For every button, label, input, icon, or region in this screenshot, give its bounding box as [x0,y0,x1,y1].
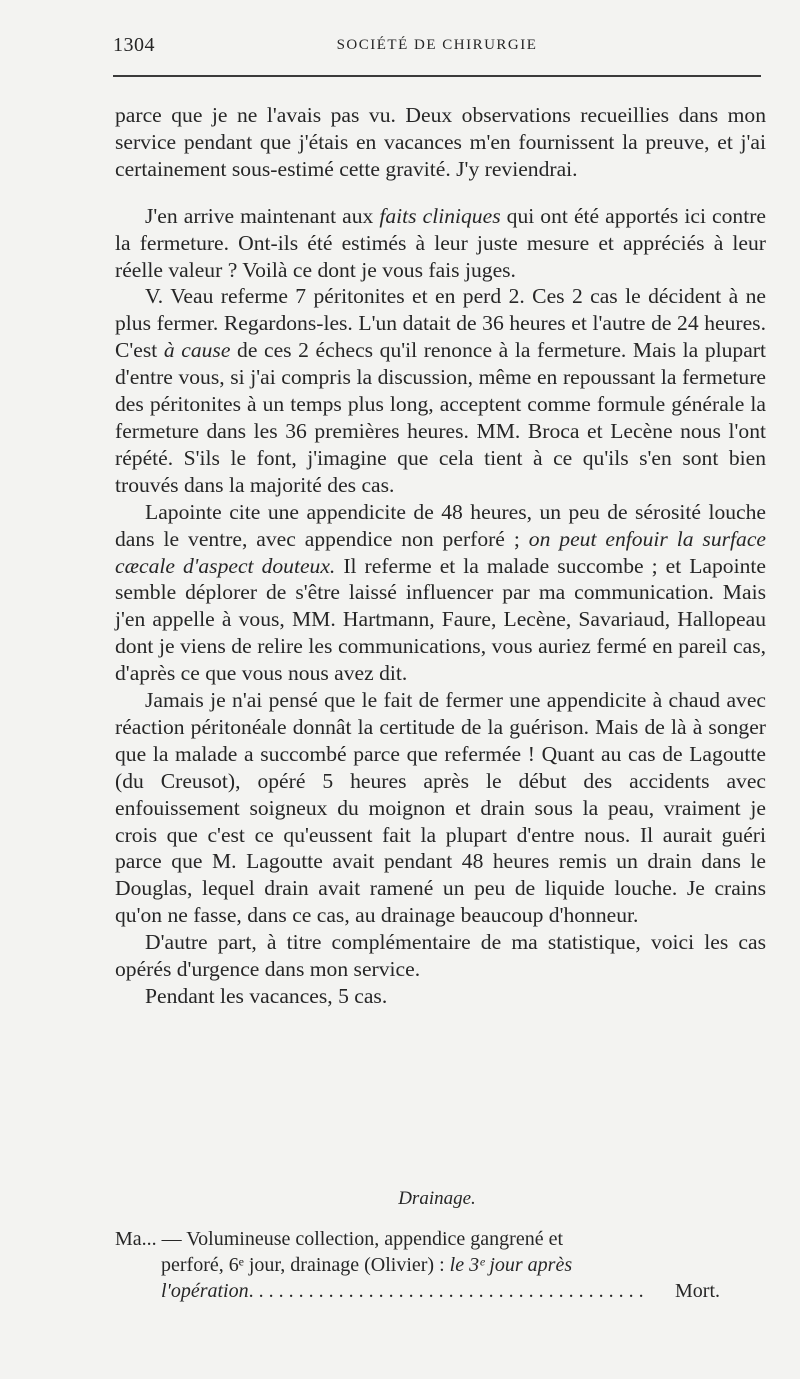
running-head: SOCIÉTÉ DE CHIRURGIE [336,37,538,53]
emphasis-text: l'opération [161,1280,249,1302]
case-line-3 [115,1278,720,1304]
paragraph-7: Pendant les vacances, 5 cas. [145,984,388,1008]
paragraph-4: Lapointe cite une appendicite de 48 heures, un peu de sérosité louche dans le ventre, avec appendice non perforé ; on peut enfouir la surface cæcale d'aspect douteux. Il referme et la malade succombe ; et Lapointe semble déplorer de s'être laissé influencer par ma communication. Mais j'en appelle à vous, MM. Hartmann, Faure, Lecène, Savariaud, Hallopeau dont je viens de relire les communications, vous auriez fermé en pareil cas, d'après ce que vous nous avez dit. [115,499,766,686]
body-text [115,102,766,1010]
dot-leaders [249,1278,669,1304]
emphasis-text: à cause [163,338,231,363]
case-entry [115,1226,720,1304]
case-line-2: perforé, 6ᵉ jour, drainage (Olivier) : le 3ᵉ jour après [161,1254,573,1276]
case-line-1: Ma... — Volumineuse collection, appendice gangrené et [115,1228,564,1250]
emphasis-text: on peut enfouir la surface cæcale d'aspect douteux. [115,526,766,578]
emphasis-text: le 3ᵉ jour après [449,1254,573,1276]
paragraph-3: V. Veau referme 7 péritonites et en perd 2. Ces 2 cas le décident à ne plus fermer. Regardons-les. L'un datait de 36 heures et l'autre de 24 heures. C'est à cause de ces 2 échecs qu'il renonce à la fermeture. Mais la plupart d'entre vous, si j'ai compris la discussion, même en repoussant la fermeture des péritonites à un temps plus long, acceptent comme formule générale la fermeture dans les 36 premières heures. MM. Broca et Lecène nous l'ont répété. S'ils le font, j'imagine que cela tient à ce qu'ils s'en sont bien trouvés dans la majorité des cas. [115,284,766,497]
header-rule [113,75,761,77]
emphasis-text: faits cliniques [379,203,501,228]
paragraph-6: D'autre part, à titre complémentaire de ma statistique, voici les cas opérés d'urgence dans mon service. [115,930,766,982]
page-header [113,34,761,64]
page-number: 1304 [113,34,155,56]
section-heading: Drainage. [398,1188,476,1209]
paragraph-5: Jamais je n'ai pensé que le fait de fermer une appendicite à chaud avec réaction péritonéale donnât la certitude de la guérison. Mais de là à songer que la malade a succombé parce que refermée ! Quant au cas de Lagoutte (du Creusot), opéré 5 heures après le début des accidents avec enfouissement soigneux du moignon et drain sous la peau, vraiment je crois que c'est ce qu'eussent fait la plupart d'entre nous. Il aurait guéri parce que M. Lagoutte avait pendant 48 heures remis un drain dans le Douglas, lequel drain avait ramené un peu de liquide louche. Je crains qu'on ne fasse, dans ce cas, au drainage beaucoup d'honneur. [115,688,766,928]
paragraph-gap [115,183,766,203]
paragraph-2: J'en arrive maintenant aux faits cliniques qui ont été apportés ici contre la fermeture. Ont-ils été estimés à leur juste mesure et appréciés à leur réelle valeur ? Voilà ce dont je vous fais juges. [115,203,766,282]
paragraph-1: parce que je ne l'avais pas vu. Deux observations recueillies dans mon service pendant que j'étais en vacances m'en fournissent la preuve, et j'ai certainement sous-estimé cette gravité. J'y reviendrai. [115,103,766,181]
case-outcome: Mort. [675,1280,720,1302]
